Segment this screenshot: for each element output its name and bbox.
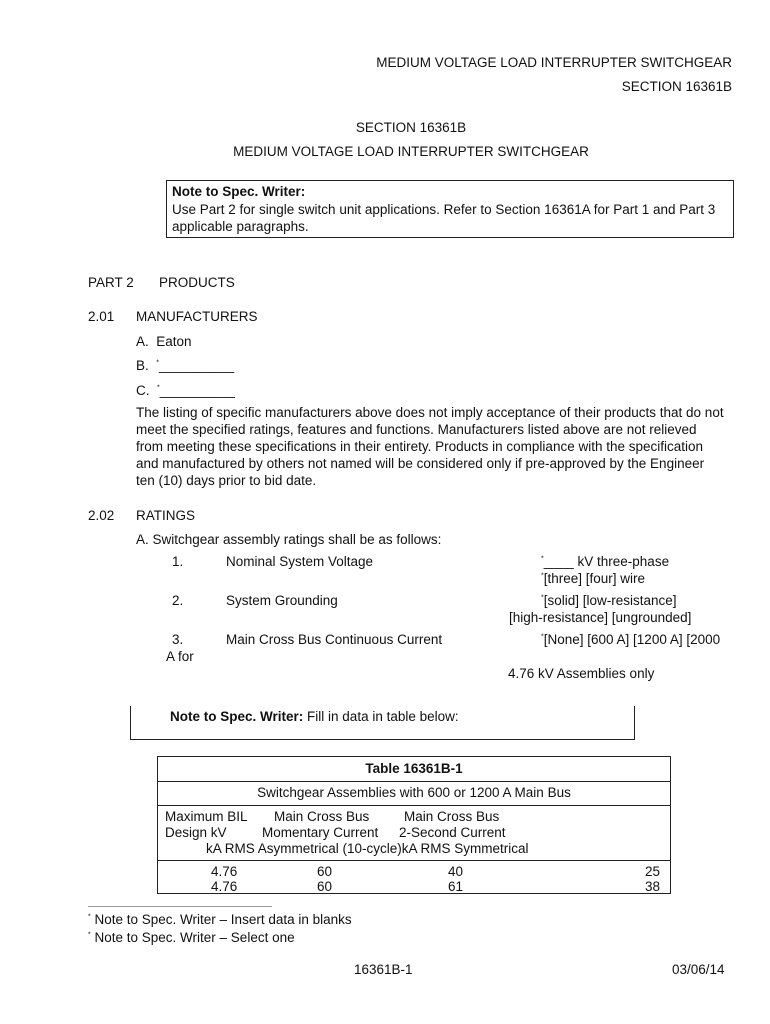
part-number: PART 2 — [88, 275, 134, 290]
table-cell: 60 — [317, 879, 333, 894]
footnote-mark: * — [541, 633, 544, 641]
item-label: B. — [136, 358, 149, 373]
running-header-title: MEDIUM VOLTAGE LOAD INTERRUPTER SWITCHGEAR — [376, 55, 732, 70]
rating-value: *____ kV three-phase — [541, 554, 670, 569]
table-cell: 4.76 — [211, 864, 238, 879]
table-title: Table 16361B-1 — [365, 761, 463, 776]
item-text: __________ — [159, 383, 235, 398]
rating-number: 3. — [172, 632, 184, 647]
table-header-cell: Design kV — [165, 825, 227, 840]
footnote-text: Note to Spec. Writer – Select one — [94, 930, 295, 945]
running-header-section: SECTION 16361B — [621, 79, 732, 94]
footnote-mark: * — [156, 359, 160, 367]
item-text: __________ — [159, 358, 235, 373]
note-body: Use Part 2 for single switch unit applications. Refer to Section 16361A for Part 1 and Part 3 applicable paragraphs. — [172, 202, 716, 234]
table-cell: 61 — [448, 879, 464, 894]
footnote-mark: * — [88, 931, 91, 939]
item-text: Eaton — [156, 334, 192, 349]
item-label: A. — [136, 334, 149, 349]
footnote — [88, 930, 295, 945]
footnote — [88, 912, 352, 927]
footnote-mark: * — [157, 384, 160, 392]
table-cell: 4.76 — [211, 879, 238, 894]
rating-value-continued: A for — [166, 649, 194, 664]
spec-writer-note-2 — [170, 709, 459, 724]
footnote-text: Note to Spec. Writer – Insert data in blanks — [94, 912, 352, 927]
table-header-cell: Main Cross Bus — [274, 809, 370, 824]
manufacturer-item — [136, 383, 235, 398]
table-header-cell: Maximum BIL — [165, 809, 248, 824]
part-name: PRODUCTS — [159, 275, 235, 290]
footnote-mark: * — [541, 572, 544, 580]
footer-page-number: 16361B-1 — [354, 962, 413, 977]
table-subtitle: Switchgear Assemblies with 600 or 1200 A Main Bus — [257, 785, 571, 800]
rating-value: *[solid] [low-resistance] — [541, 593, 677, 608]
footer-date: 03/06/14 — [672, 962, 725, 977]
rating-number: 1. — [172, 554, 184, 569]
table-header-units: kA RMS Asymmetrical (10-cycle)kA RMS Symmetrical — [206, 841, 529, 856]
rating-name: Nominal System Voltage — [226, 554, 374, 569]
spec-writer-note-box — [166, 180, 734, 238]
rating-name: Main Cross Bus Continuous Current — [226, 632, 443, 647]
rating-name: System Grounding — [226, 593, 338, 608]
table-cell: 60 — [317, 864, 333, 879]
section-201-number: 2.01 — [88, 309, 115, 324]
rating-value: *[three] [four] wire — [541, 571, 646, 586]
table-header-cell: 2-Second Current — [399, 825, 506, 840]
section-202-heading: RATINGS — [136, 508, 196, 523]
item-label: C. — [136, 383, 150, 398]
footnote-mark: * — [541, 555, 544, 563]
table-header-cell: Main Cross Bus — [404, 809, 500, 824]
ratings-intro: A. Switchgear assembly ratings shall be as follows: — [136, 532, 442, 547]
rating-value: *[None] [600 A] [1200 A] [2000 — [541, 632, 721, 647]
section-201-heading: MANUFACTURERS — [136, 309, 258, 324]
manufacturers-paragraph: The listing of specific manufacturers above does not imply acceptance of their products that do not meet the specified ratings, features and functions. Manufacturers listed above are not relieved from meeting these specifications in their entirety. Products in compliance with the specification and manufactured by others not named will be considered only if pre-approved by the Engineer ten (10) days prior to bid date. — [136, 405, 724, 488]
rating-number: 2. — [172, 593, 184, 608]
note-title: Note to Spec. Writer: — [170, 709, 304, 724]
footnote-separator — [88, 906, 272, 907]
footnote-mark: * — [541, 594, 544, 602]
section-202-number: 2.02 — [88, 508, 115, 523]
manufacturer-item — [136, 358, 234, 373]
document-section-number: SECTION 16361B — [355, 120, 467, 135]
note-title: Note to Spec. Writer: — [172, 184, 306, 199]
table-cell: 38 — [645, 879, 661, 894]
table-cell: 25 — [645, 864, 661, 879]
document-title: MEDIUM VOLTAGE LOAD INTERRUPTER SWITCHGEAR — [233, 144, 589, 159]
rating-value: [high-resistance] [ungrounded] — [509, 610, 692, 625]
manufacturer-item — [136, 334, 192, 349]
note-body: Fill in data in table below: — [307, 709, 459, 724]
table-cell: 40 — [448, 864, 464, 879]
footnote-mark: * — [88, 913, 91, 921]
table-header-cell: Momentary Current — [262, 825, 379, 840]
rating-value-note: 4.76 kV Assemblies only — [508, 666, 655, 681]
